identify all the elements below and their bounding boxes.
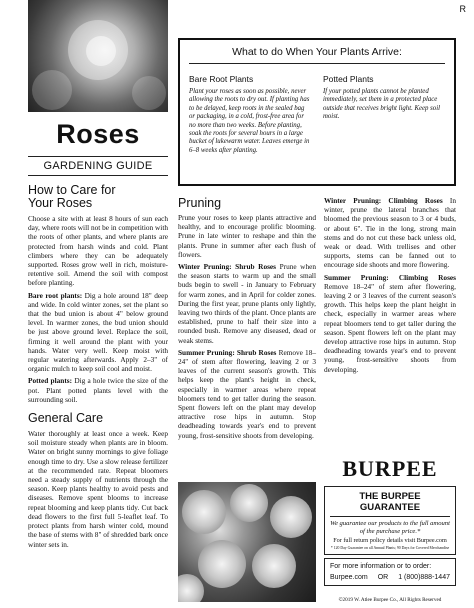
phone-number[interactable]: 1 (800)888-1447 (398, 574, 450, 581)
guarantee-box (324, 486, 456, 555)
arrival-bare-root (189, 74, 311, 155)
summer-climb-text: Remove 18–24" of stem after flowering, leaving 2 or 3 leaves of the current season's growth. This helps keep the plant height in check, especially in warmer areas where repeat bloomers tend to get taller during the season. Spent flowers left on the plant may develop attractive rose hips in autumn. Stop deadheading towards year's end to prevent young, frost-sensitive shoots from developing. (324, 281, 456, 374)
care-heading-line2: Your Roses (28, 196, 93, 210)
guarantee-link[interactable]: For full return policy details visit Burpee.com (333, 537, 447, 544)
summer-climb-paragraph (324, 273, 456, 374)
general-care-text: Water thoroughly at least once a week. Keep soil moisture steady when plants are in bloom. Water on bright sunny mornings to give foliage enough time to dry. Use a slow release fertilizer at the recommended rate. Repeat bloomers need a steady supply of nutrients through the season. Keep plants healthy to avoid pests and diseases. Remove spent blooms to increase repeat blooming and keep plants tidy. Cut back dead flowers to the first full 5-leaflet leaf. To protect plants from harsh winter cold, mound the base of stems with 8" of shredded bark once winter sets in. (28, 429, 168, 549)
potted-text: Dig a hole twice the size of the pot. Plant potted plants level with the surrounding soil. (28, 376, 168, 404)
winter-shrub-text: Prune when the season starts to warm up and the small buds begin to swell - in January to February for warm zones, and in April for colder zones. During the first year, prune plants only lightly, leaving two thirds of the plant. Once plants are established, prune to half their size into a rounded bush. Remove any diseased, dead or weak stems. (178, 262, 316, 345)
bare-root-label: Bare root plants: (28, 290, 83, 300)
general-care-heading: General Care (28, 411, 104, 426)
climbing-column (324, 196, 456, 377)
title-box (28, 112, 168, 156)
pruning-intro: Prune your roses to keep plants attractive and healthy, and to encourage prolific blooming. Prune in late winter to reshape and thin the plants. Prune in summer after each flush of flowers. (178, 213, 316, 259)
bare-root-paragraph (28, 291, 168, 374)
winter-climb-paragraph (324, 196, 456, 270)
pruning-column (178, 196, 316, 443)
pruning-heading: Pruning (178, 196, 222, 210)
care-heading-line1: How to Care for (28, 183, 116, 197)
arrival-title: What to do When Your Plants Arrive: (189, 46, 445, 64)
left-column (28, 0, 168, 608)
roses-bouquet-photo (178, 482, 316, 602)
copyright: ©2019 W. Atlee Burpee Co., All Rights Reserved (338, 597, 442, 603)
page-letter: R (459, 4, 466, 14)
summer-shrub-paragraph (178, 348, 316, 440)
arrival-potted-text: If your potted plants cannot be planted immediately, set them in a protected place outside that receives bright light. Keep soil moist. (323, 88, 440, 121)
winter-shrub-label: Winter Pruning: Shrub Roses (178, 262, 277, 272)
arrival-potted (323, 74, 445, 155)
winter-climb-text: In winter, prune the lateral branches that bloomed the previous season to 3 or 4 buds, or about 6". Tie in the long, strong main stems and do not cut these back unless old, weak or dead. With trellises and other supports, stems can be fanned out to encourage side shoots and more flowering. (324, 196, 456, 270)
arrival-box (178, 38, 456, 186)
info-box (324, 558, 456, 586)
page-subtitle: GARDENING GUIDE (28, 156, 168, 176)
summer-shrub-text: Remove 18–24" of stem after flowering, leaving 2 or 3 leaves of the current season's growth. This helps keep the plant's height in check, especially in warmer areas where repeat bloomers tend to get taller during the season. Spent flowers left on the plant may develop attractive rose hips in autumn. Stop deadheading towards year's end to prevent young, frost-sensitive shoots from developing. (178, 347, 317, 440)
bare-root-text: Dig a hole around 18" deep and wide. In cold winter zones, set the plant so that the bud union is about 4" below ground level. In warmer zones, the bud union should be just above ground level. Replace the soil, firming it well around the plant with your hands. Water very well. Keep moist with regular watering afterwards. Apply 2–3" of organic mulch to keep soil cool and moist. (28, 290, 168, 374)
arrival-potted-heading: Potted Plants (323, 74, 374, 84)
or-label: OR (377, 574, 389, 581)
potted-paragraph (28, 376, 168, 404)
arrival-bare-root-heading: Bare Root Plants (189, 74, 254, 84)
summer-shrub-label: Summer Pruning: Shrub Roses (178, 347, 277, 357)
burpee-logo-text: BURPEE (342, 456, 438, 481)
website-link[interactable]: Burpee.com (330, 574, 368, 581)
summer-climb-label: Summer Pruning: Climbing Roses (324, 272, 456, 282)
winter-shrub-paragraph (178, 262, 316, 345)
guarantee-title: THE BURPEE GUARANTEE (330, 491, 450, 517)
potted-label: Potted plants: (28, 376, 73, 386)
burpee-logo (324, 454, 456, 484)
winter-climb-label: Winter Pruning: Climbing Roses (324, 196, 443, 205)
arrival-bare-root-text: Plant your roses as soon as possible, never allowing the roots to dry out. If planting has to be delayed, keep roots in the sealed bag or packaging, in a cold, frost-free area for no more than two weeks. Before planting, soak the roots for several hours in a large bucket of lukewarm water. Leaves emerge in 6–8 weeks after planting. (189, 88, 310, 154)
guarantee-fine-print: * 120 Day Guarantee on all Annual Plants; 90 Days for Covered Merchandise (330, 546, 450, 550)
guarantee-text: We guarantee our products to the full amount of the purchase price.* (330, 520, 450, 535)
info-row (330, 574, 450, 581)
rose-photo (28, 0, 168, 112)
page-title: Roses (56, 118, 140, 149)
care-heading (28, 184, 168, 210)
care-intro: Choose a site with at least 8 hours of sun each day, where roots will not be in competition with the roots of other plants, and where plants are protected from harsh winds and cold. Plant climbers where they can be adequately supported. Roses grow well in rich, moisture-retentive soil. Amend the soil with compost before planting. (28, 214, 168, 288)
info-title: For more information or to order: (330, 563, 432, 570)
